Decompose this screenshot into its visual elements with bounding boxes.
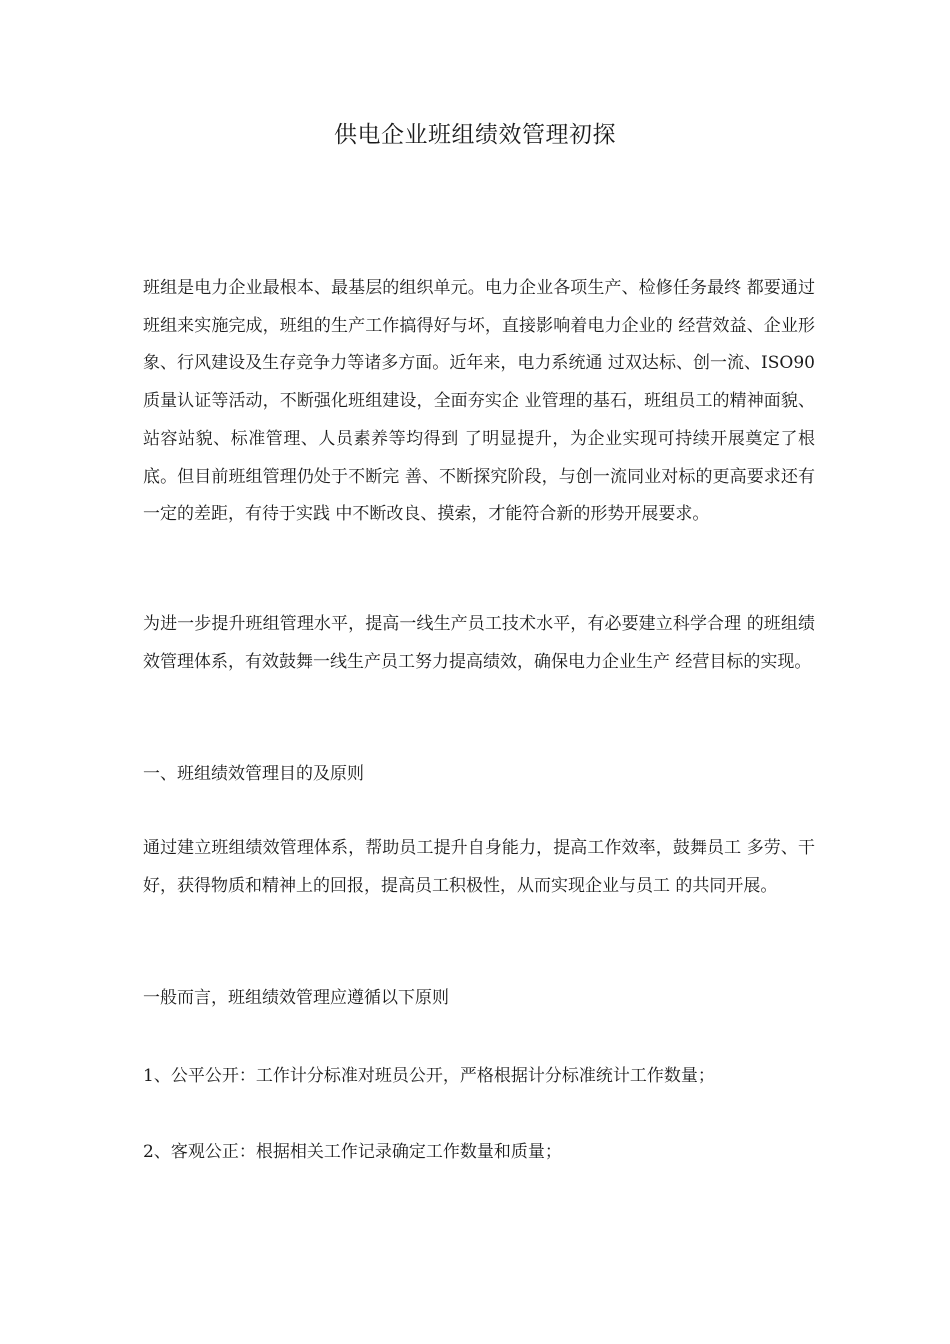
purpose-paragraph: 为进一步提升班组管理水平，提高一线生产员工技术水平，有必要建立科学合理 的班组绩效管理体系，有效鼓舞一线生产员工努力提高绩效，确保电力企业生产 经营目标的实现。	[143, 614, 815, 672]
section-body-paragraph: 通过建立班组绩效管理体系，帮助员工提升自身能力，提高工作效率，鼓舞员工 多劳、干好，获得物质和精神上的回报，提高员工积极性，从而实现企业与员工 的共同开展。	[143, 838, 815, 896]
principles-intro: 一般而言，班组绩效管理应遵循以下原则	[143, 988, 449, 1008]
intro-paragraph: 班组是电力企业最根本、最基层的组织单元。电力企业各项生产、检修任务最终 都要通过班组来实施完成，班组的生产工作搞得好与坏，直接影响着电力企业的 经营效益、企业形象、行风建设及生存竞争力等诸多方面。近年来，电力系统通 过双达标、创一流、ISO90质量认证等活动，不断强化班组建设，全面夯实企 业管理的基石，班组员工的精神面貌、站容站貌、标准管理、人员素养等均得到 了明显提升，为企业实现可持续开展奠定了根底。但目前班组管理仍处于不断完 善、不断探究阶段，与创一流同业对标的更高要求还有一定的差距，有待于实践 中不断改良、摸索，才能符合新的形势开展要求。	[143, 278, 815, 525]
document-title: 供电企业班组绩效管理初探	[334, 122, 616, 148]
section-heading: 一、班组绩效管理目的及原则	[143, 764, 364, 784]
principle-item-2: 2、客观公正：根据相关工作记录确定工作数量和质量；	[143, 1142, 562, 1162]
principle-item-1: 1、公平公开：工作计分标准对班员公开，严格根据计分标准统计工作数量；	[143, 1066, 715, 1086]
